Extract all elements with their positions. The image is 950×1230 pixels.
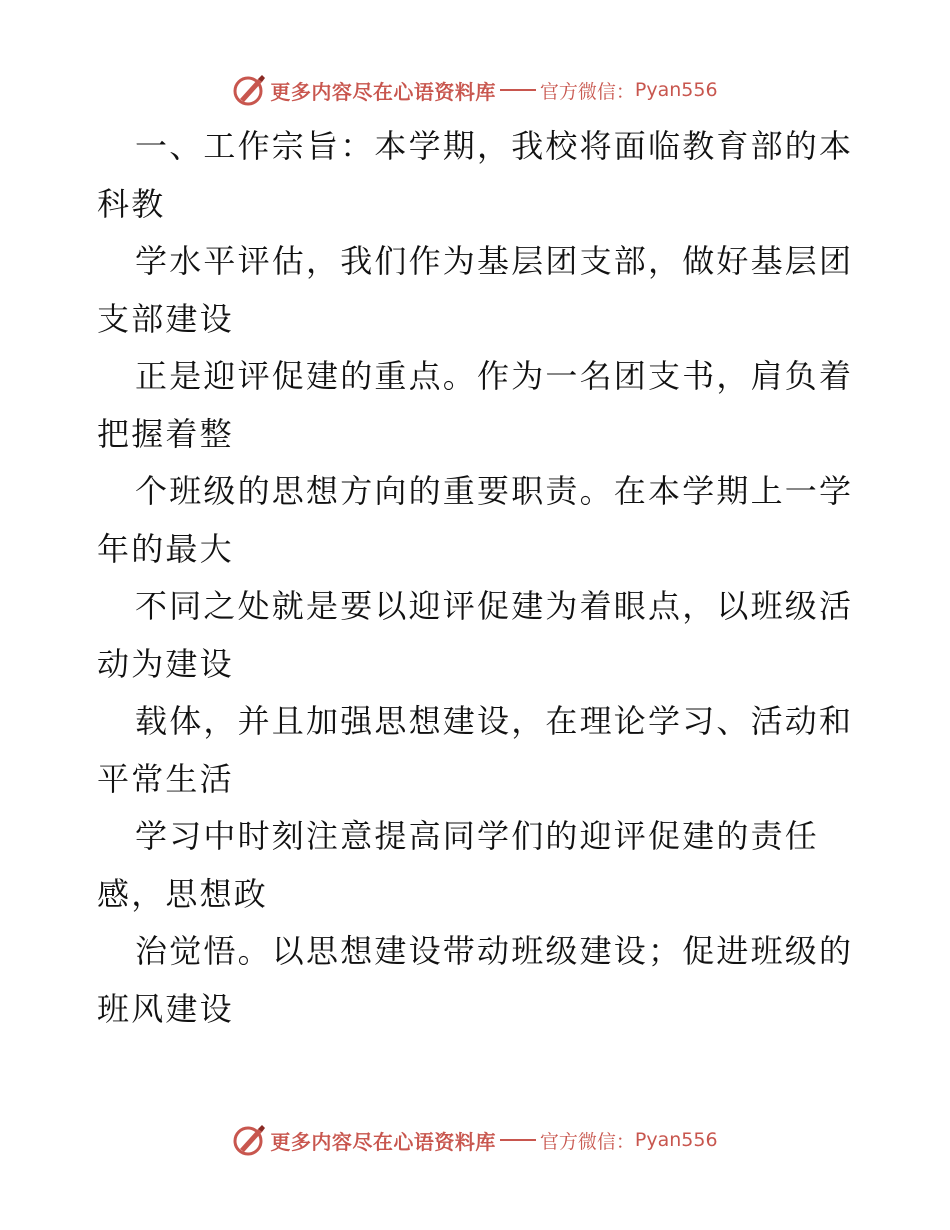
text-line: 科教 [97, 184, 166, 223]
text-line: 学水平评估，我们作为基层团支部，做好基层团 [135, 242, 854, 280]
text-line: 不同之处就是要以迎评促建为着眼点，以班级活 [135, 587, 854, 625]
text-line: 感，思想政 [97, 874, 269, 913]
banner-brand-text: 更多内容尽在心语资料库 [270, 79, 496, 104]
text-line: 平常生活 [97, 759, 234, 798]
text-line: 动为建设 [97, 644, 234, 683]
text-line: 班风建设 [97, 989, 234, 1028]
document-body [97, 118, 857, 1038]
header-banner [0, 70, 950, 110]
text-line: 把握着整 [97, 414, 234, 453]
text-line: 一、工作宗旨：本学期，我校将面临教育部的本 [135, 127, 854, 165]
banner-wechat-label: 官方微信： [539, 80, 635, 103]
pen-logo-icon [232, 1123, 266, 1157]
text-line: 治觉悟。以思想建设带动班级建设；促进班级的 [135, 932, 854, 970]
text-line: 个班级的思想方向的重要职责。在本学期上一学 [135, 472, 854, 510]
footer-banner [0, 1120, 950, 1160]
banner-wechat-label: 官方微信： [539, 1130, 635, 1153]
pen-logo-icon [232, 73, 266, 107]
text-line: 正是迎评促建的重点。作为一名团支书，肩负着 [135, 357, 854, 395]
banner-dash [500, 89, 536, 91]
text-line: 学习中时刻注意提高同学们的迎评促建的责任 [135, 817, 820, 855]
text-line: 年的最大 [97, 529, 234, 568]
banner-wechat-id: Pyan556 [634, 79, 718, 101]
banner-wechat-id: Pyan556 [634, 1129, 718, 1151]
text-line: 载体，并且加强思想建设，在理论学习、活动和 [135, 702, 854, 740]
banner-dash [500, 1139, 536, 1141]
banner-brand-text: 更多内容尽在心语资料库 [270, 1129, 496, 1154]
text-line: 支部建设 [97, 299, 234, 338]
